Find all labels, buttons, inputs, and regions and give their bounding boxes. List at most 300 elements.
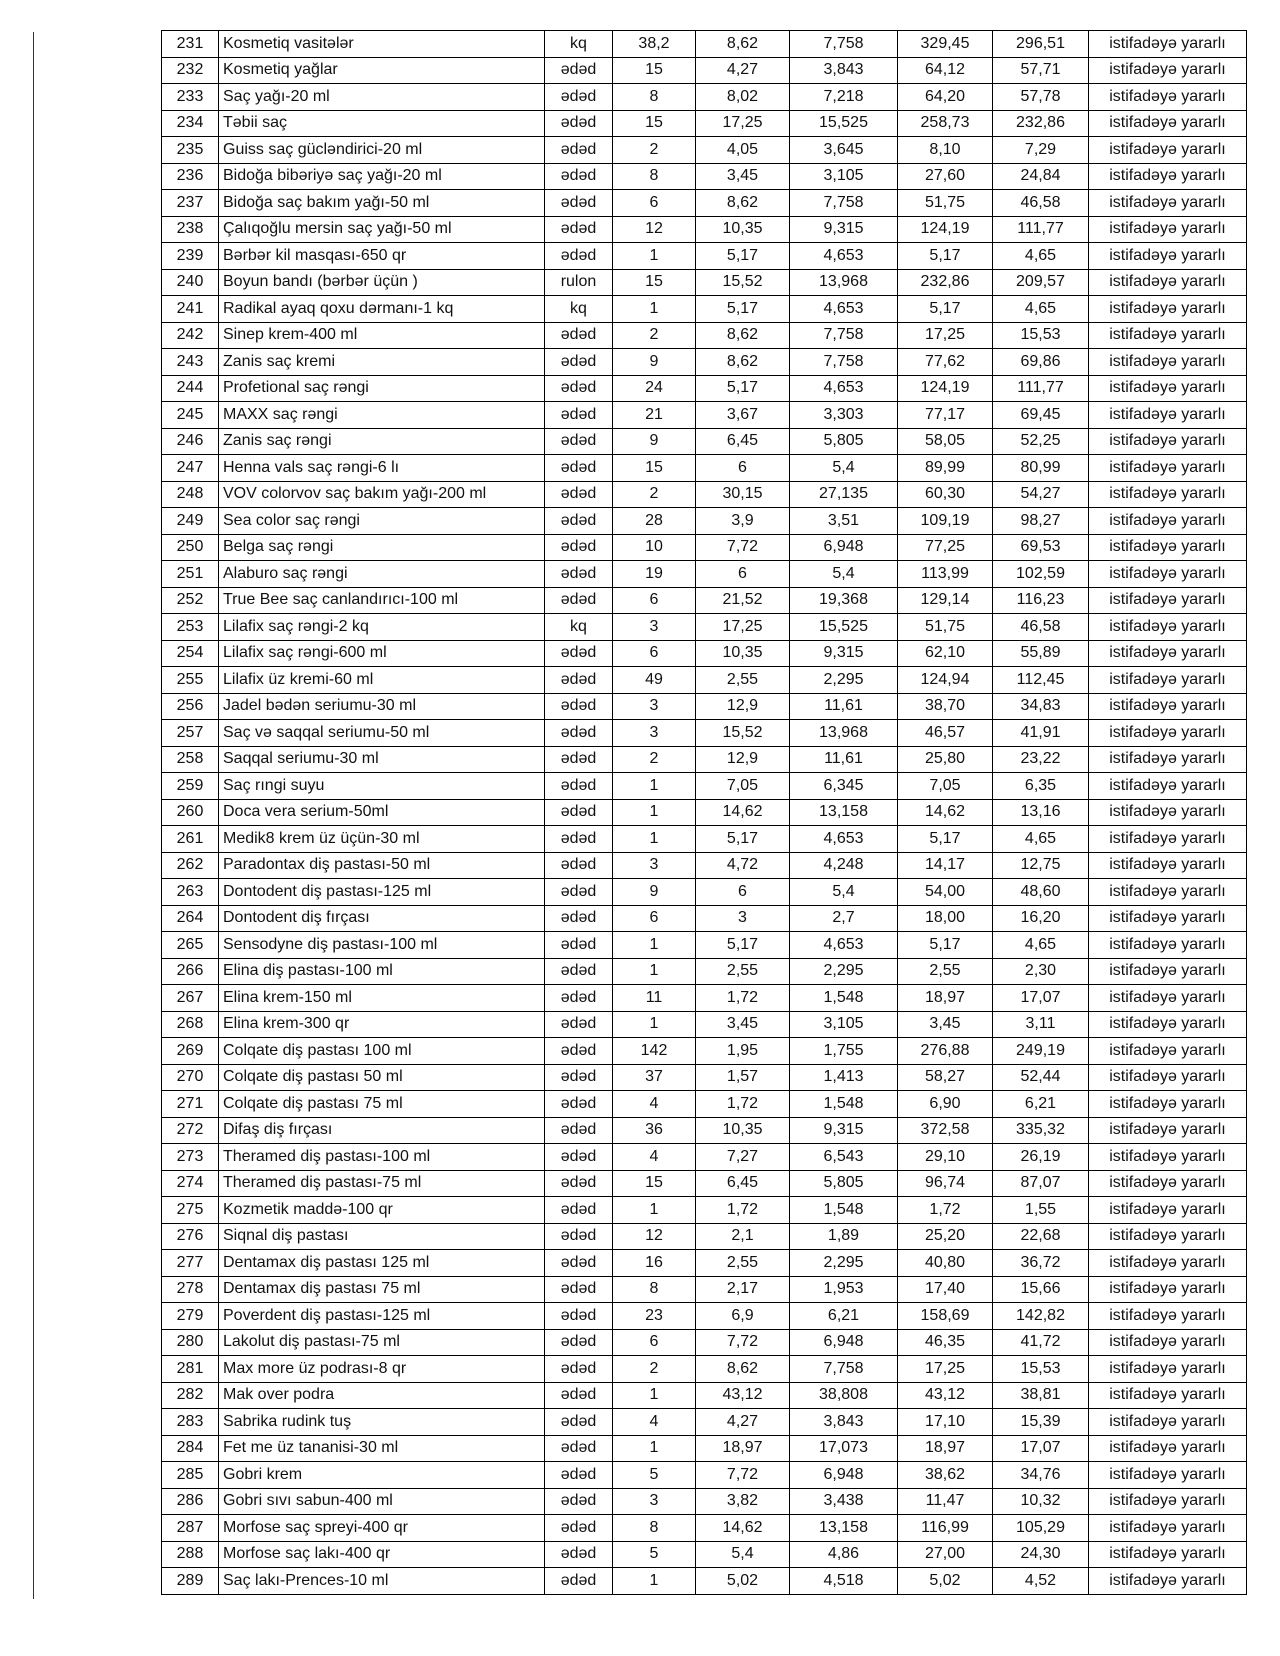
status-cell: istifadəyə yararlı: [1089, 826, 1247, 853]
row-number-cell: 260: [162, 799, 219, 826]
quantity-cell: 1: [613, 826, 696, 853]
row-number-cell: 269: [162, 1038, 219, 1065]
quantity-cell: 15: [613, 1170, 696, 1197]
amount-cell: 43,12: [898, 1382, 993, 1409]
quantity-cell: 6: [613, 905, 696, 932]
amount-cell: 38,62: [898, 1462, 993, 1489]
item-name-cell: Poverdent diş pastası-125 ml: [219, 1303, 545, 1330]
unit-cell: ədəd: [545, 216, 613, 243]
amount-adjusted-cell: 1,55: [993, 1197, 1089, 1224]
unit-price-cell: 1,57: [696, 1064, 790, 1091]
quantity-cell: 15: [613, 110, 696, 137]
table-row: [162, 773, 1247, 800]
status-cell: istifadəyə yararlı: [1089, 905, 1247, 932]
row-number-cell: 235: [162, 137, 219, 164]
quantity-cell: 5: [613, 1462, 696, 1489]
row-number-cell: 245: [162, 402, 219, 429]
table-row: [162, 1488, 1247, 1515]
row-number-cell: 250: [162, 534, 219, 561]
amount-cell: 329,45: [898, 31, 993, 58]
unit-price-cell: 3,45: [696, 1011, 790, 1038]
unit-cell: ədəd: [545, 428, 613, 455]
amount-cell: 18,97: [898, 1435, 993, 1462]
amount-cell: 25,20: [898, 1223, 993, 1250]
table-row: [162, 1435, 1247, 1462]
quantity-cell: 24: [613, 375, 696, 402]
unit-price-cell: 8,62: [696, 190, 790, 217]
table-row: [162, 958, 1247, 985]
unit-price-cell: 8,62: [696, 1356, 790, 1383]
row-number-cell: 257: [162, 720, 219, 747]
quantity-cell: 12: [613, 216, 696, 243]
status-cell: istifadəyə yararlı: [1089, 455, 1247, 482]
table-row: [162, 31, 1247, 58]
row-number-cell: 240: [162, 269, 219, 296]
amount-cell: 17,40: [898, 1276, 993, 1303]
item-name-cell: Colqate diş pastası 100 ml: [219, 1038, 545, 1065]
row-number-cell: 283: [162, 1409, 219, 1436]
status-cell: istifadəyə yararlı: [1089, 1038, 1247, 1065]
row-number-cell: 236: [162, 163, 219, 190]
table-row: [162, 1038, 1247, 1065]
row-number-cell: 286: [162, 1488, 219, 1515]
quantity-cell: 15: [613, 455, 696, 482]
unit-cell: ədəd: [545, 879, 613, 906]
status-cell: istifadəyə yararlı: [1089, 640, 1247, 667]
amount-cell: 27,60: [898, 163, 993, 190]
amount-adjusted-cell: 38,81: [993, 1382, 1089, 1409]
table-row: [162, 84, 1247, 111]
unit-price-cell: 7,72: [696, 534, 790, 561]
status-cell: istifadəyə yararlı: [1089, 1303, 1247, 1330]
item-name-cell: Dentamax diş pastası 125 ml: [219, 1250, 545, 1277]
amount-adjusted-cell: 4,65: [993, 932, 1089, 959]
row-number-cell: 264: [162, 905, 219, 932]
item-name-cell: Lakolut diş pastası-75 ml: [219, 1329, 545, 1356]
item-name-cell: Gobri krem: [219, 1462, 545, 1489]
unit-price-cell: 12,9: [696, 693, 790, 720]
table-row: [162, 852, 1247, 879]
status-cell: istifadəyə yararlı: [1089, 190, 1247, 217]
unit-price-adjusted-cell: 7,758: [790, 31, 898, 58]
unit-cell: ədəd: [545, 773, 613, 800]
amount-adjusted-cell: 80,99: [993, 455, 1089, 482]
amount-adjusted-cell: 55,89: [993, 640, 1089, 667]
unit-cell: ədəd: [545, 402, 613, 429]
amount-cell: 27,00: [898, 1541, 993, 1568]
amount-cell: 7,05: [898, 773, 993, 800]
amount-cell: 124,19: [898, 375, 993, 402]
row-number-cell: 255: [162, 667, 219, 694]
unit-price-adjusted-cell: 3,645: [790, 137, 898, 164]
amount-cell: 129,14: [898, 587, 993, 614]
unit-price-adjusted-cell: 3,843: [790, 1409, 898, 1436]
quantity-cell: 1: [613, 1568, 696, 1595]
amount-cell: 232,86: [898, 269, 993, 296]
table-row: [162, 1064, 1247, 1091]
unit-price-cell: 6: [696, 455, 790, 482]
unit-price-adjusted-cell: 4,653: [790, 243, 898, 270]
unit-price-cell: 1,72: [696, 985, 790, 1012]
item-name-cell: Dontodent diş pastası-125 ml: [219, 879, 545, 906]
item-name-cell: Kozmetik maddə-100 qr: [219, 1197, 545, 1224]
amount-cell: 25,80: [898, 746, 993, 773]
table-row: [162, 190, 1247, 217]
unit-price-cell: 10,35: [696, 1117, 790, 1144]
row-number-cell: 241: [162, 296, 219, 323]
table-row: [162, 799, 1247, 826]
unit-cell: kq: [545, 296, 613, 323]
quantity-cell: 49: [613, 667, 696, 694]
row-number-cell: 272: [162, 1117, 219, 1144]
amount-cell: 38,70: [898, 693, 993, 720]
amount-cell: 18,00: [898, 905, 993, 932]
quantity-cell: 10: [613, 534, 696, 561]
item-name-cell: Kosmetiq yağlar: [219, 57, 545, 84]
unit-price-adjusted-cell: 4,248: [790, 852, 898, 879]
item-name-cell: Profetional saç rəngi: [219, 375, 545, 402]
unit-price-cell: 5,17: [696, 932, 790, 959]
table-row: [162, 216, 1247, 243]
status-cell: istifadəyə yararlı: [1089, 1064, 1247, 1091]
unit-price-cell: 7,05: [696, 773, 790, 800]
row-number-cell: 238: [162, 216, 219, 243]
status-cell: istifadəyə yararlı: [1089, 614, 1247, 641]
row-number-cell: 237: [162, 190, 219, 217]
row-number-cell: 239: [162, 243, 219, 270]
unit-price-adjusted-cell: 7,758: [790, 1356, 898, 1383]
unit-price-cell: 5,4: [696, 1541, 790, 1568]
amount-cell: 5,17: [898, 296, 993, 323]
table-row: [162, 110, 1247, 137]
unit-cell: ədəd: [545, 826, 613, 853]
unit-cell: ədəd: [545, 1276, 613, 1303]
row-number-cell: 285: [162, 1462, 219, 1489]
amount-adjusted-cell: 69,45: [993, 402, 1089, 429]
status-cell: istifadəyə yararlı: [1089, 402, 1247, 429]
unit-price-adjusted-cell: 2,7: [790, 905, 898, 932]
status-cell: istifadəyə yararlı: [1089, 1488, 1247, 1515]
quantity-cell: 8: [613, 1515, 696, 1542]
amount-adjusted-cell: 105,29: [993, 1515, 1089, 1542]
unit-price-cell: 5,17: [696, 296, 790, 323]
unit-price-cell: 5,17: [696, 375, 790, 402]
unit-cell: kq: [545, 31, 613, 58]
item-name-cell: Dentamax diş pastası 75 ml: [219, 1276, 545, 1303]
table-row: [162, 481, 1247, 508]
status-cell: istifadəyə yararlı: [1089, 1276, 1247, 1303]
quantity-cell: 9: [613, 428, 696, 455]
quantity-cell: 4: [613, 1144, 696, 1171]
unit-price-cell: 14,62: [696, 799, 790, 826]
table-row: [162, 693, 1247, 720]
unit-cell: ədəd: [545, 190, 613, 217]
amount-cell: 40,80: [898, 1250, 993, 1277]
table-row: [162, 1409, 1247, 1436]
table-row: [162, 269, 1247, 296]
unit-cell: ədəd: [545, 667, 613, 694]
amount-adjusted-cell: 22,68: [993, 1223, 1089, 1250]
unit-cell: ədəd: [545, 1303, 613, 1330]
quantity-cell: 3: [613, 1488, 696, 1515]
table-row: [162, 720, 1247, 747]
status-cell: istifadəyə yararlı: [1089, 1541, 1247, 1568]
amount-cell: 64,20: [898, 84, 993, 111]
status-cell: istifadəyə yararlı: [1089, 879, 1247, 906]
item-name-cell: Çalıqoğlu mersin saç yağı-50 ml: [219, 216, 545, 243]
item-name-cell: Siqnal diş pastası: [219, 1223, 545, 1250]
quantity-cell: 37: [613, 1064, 696, 1091]
unit-price-adjusted-cell: 7,758: [790, 349, 898, 376]
unit-price-cell: 8,62: [696, 322, 790, 349]
row-number-cell: 248: [162, 481, 219, 508]
status-cell: istifadəyə yararlı: [1089, 773, 1247, 800]
unit-price-adjusted-cell: 38,808: [790, 1382, 898, 1409]
row-number-cell: 258: [162, 746, 219, 773]
amount-adjusted-cell: 3,11: [993, 1011, 1089, 1038]
quantity-cell: 6: [613, 587, 696, 614]
unit-price-adjusted-cell: 6,948: [790, 534, 898, 561]
amount-adjusted-cell: 24,84: [993, 163, 1089, 190]
status-cell: istifadəyə yararlı: [1089, 958, 1247, 985]
status-cell: istifadəyə yararlı: [1089, 481, 1247, 508]
unit-price-cell: 14,62: [696, 1515, 790, 1542]
unit-price-adjusted-cell: 6,543: [790, 1144, 898, 1171]
unit-price-cell: 2,55: [696, 958, 790, 985]
status-cell: istifadəyə yararlı: [1089, 137, 1247, 164]
row-number-cell: 276: [162, 1223, 219, 1250]
table-row: [162, 1356, 1247, 1383]
item-name-cell: Belga saç rəngi: [219, 534, 545, 561]
table-row: [162, 455, 1247, 482]
unit-cell: ədəd: [545, 799, 613, 826]
unit-price-adjusted-cell: 11,61: [790, 693, 898, 720]
table-row: [162, 746, 1247, 773]
item-name-cell: Jadel bədən seriumu-30 ml: [219, 693, 545, 720]
quantity-cell: 9: [613, 349, 696, 376]
unit-price-adjusted-cell: 13,158: [790, 1515, 898, 1542]
amount-adjusted-cell: 52,25: [993, 428, 1089, 455]
unit-price-cell: 17,25: [696, 614, 790, 641]
amount-adjusted-cell: 2,30: [993, 958, 1089, 985]
unit-price-cell: 15,52: [696, 269, 790, 296]
unit-price-cell: 1,72: [696, 1091, 790, 1118]
unit-price-adjusted-cell: 3,51: [790, 508, 898, 535]
unit-price-adjusted-cell: 3,303: [790, 402, 898, 429]
unit-price-adjusted-cell: 9,315: [790, 1117, 898, 1144]
unit-price-cell: 10,35: [696, 216, 790, 243]
unit-price-adjusted-cell: 19,368: [790, 587, 898, 614]
amount-adjusted-cell: 17,07: [993, 1435, 1089, 1462]
inventory-table-body: [162, 31, 1247, 1595]
table-row: [162, 137, 1247, 164]
item-name-cell: Fet me üz tananisi-30 ml: [219, 1435, 545, 1462]
table-row: [162, 534, 1247, 561]
item-name-cell: Zanis saç rəngi: [219, 428, 545, 455]
row-number-cell: 263: [162, 879, 219, 906]
row-number-cell: 268: [162, 1011, 219, 1038]
unit-price-adjusted-cell: 2,295: [790, 958, 898, 985]
amount-adjusted-cell: 13,16: [993, 799, 1089, 826]
amount-cell: 89,99: [898, 455, 993, 482]
unit-price-adjusted-cell: 7,758: [790, 190, 898, 217]
amount-cell: 60,30: [898, 481, 993, 508]
item-name-cell: Radikal ayaq qoxu dərmanı-1 kq: [219, 296, 545, 323]
amount-cell: 62,10: [898, 640, 993, 667]
status-cell: istifadəyə yararlı: [1089, 1356, 1247, 1383]
status-cell: istifadəyə yararlı: [1089, 985, 1247, 1012]
amount-adjusted-cell: 15,53: [993, 1356, 1089, 1383]
amount-cell: 77,17: [898, 402, 993, 429]
row-number-cell: 234: [162, 110, 219, 137]
row-number-cell: 287: [162, 1515, 219, 1542]
quantity-cell: 1: [613, 773, 696, 800]
unit-cell: ədəd: [545, 508, 613, 535]
item-name-cell: Sabrika rudink tuş: [219, 1409, 545, 1436]
unit-price-adjusted-cell: 4,653: [790, 932, 898, 959]
quantity-cell: 2: [613, 746, 696, 773]
unit-price-adjusted-cell: 1,755: [790, 1038, 898, 1065]
quantity-cell: 2: [613, 1356, 696, 1383]
quantity-cell: 11: [613, 985, 696, 1012]
unit-price-cell: 1,95: [696, 1038, 790, 1065]
unit-price-cell: 2,55: [696, 1250, 790, 1277]
unit-price-cell: 5,02: [696, 1568, 790, 1595]
item-name-cell: Gobri sıvı sabun-400 ml: [219, 1488, 545, 1515]
status-cell: istifadəyə yararlı: [1089, 110, 1247, 137]
amount-cell: 46,35: [898, 1329, 993, 1356]
unit-price-cell: 12,9: [696, 746, 790, 773]
row-number-cell: 256: [162, 693, 219, 720]
table-row: [162, 1276, 1247, 1303]
table-row: [162, 57, 1247, 84]
unit-price-adjusted-cell: 11,61: [790, 746, 898, 773]
unit-price-cell: 15,52: [696, 720, 790, 747]
unit-price-adjusted-cell: 3,438: [790, 1488, 898, 1515]
unit-price-adjusted-cell: 3,105: [790, 1011, 898, 1038]
amount-cell: 64,12: [898, 57, 993, 84]
amount-adjusted-cell: 111,77: [993, 375, 1089, 402]
item-name-cell: Medik8 krem üz üçün-30 ml: [219, 826, 545, 853]
amount-adjusted-cell: 98,27: [993, 508, 1089, 535]
status-cell: istifadəyə yararlı: [1089, 720, 1247, 747]
item-name-cell: Lilafix saç rəngi-600 ml: [219, 640, 545, 667]
amount-adjusted-cell: 4,52: [993, 1568, 1089, 1595]
item-name-cell: Theramed diş pastası-75 ml: [219, 1170, 545, 1197]
unit-price-cell: 10,35: [696, 640, 790, 667]
amount-cell: 18,97: [898, 985, 993, 1012]
table-row: [162, 1144, 1247, 1171]
row-number-cell: 288: [162, 1541, 219, 1568]
quantity-cell: 1: [613, 1435, 696, 1462]
unit-cell: ədəd: [545, 1435, 613, 1462]
amount-cell: 113,99: [898, 561, 993, 588]
table-row: [162, 614, 1247, 641]
table-row: [162, 296, 1247, 323]
unit-cell: ədəd: [545, 322, 613, 349]
unit-cell: ədəd: [545, 720, 613, 747]
table-row: [162, 1382, 1247, 1409]
amount-adjusted-cell: 232,86: [993, 110, 1089, 137]
item-name-cell: True Bee saç canlandırıcı-100 ml: [219, 587, 545, 614]
unit-cell: ədəd: [545, 1356, 613, 1383]
status-cell: istifadəyə yararlı: [1089, 852, 1247, 879]
quantity-cell: 6: [613, 640, 696, 667]
status-cell: istifadəyə yararlı: [1089, 799, 1247, 826]
unit-price-cell: 2,1: [696, 1223, 790, 1250]
item-name-cell: Elina diş pastası-100 ml: [219, 958, 545, 985]
unit-price-adjusted-cell: 1,548: [790, 1197, 898, 1224]
status-cell: istifadəyə yararlı: [1089, 322, 1247, 349]
item-name-cell: Henna vals saç rəngi-6 lı: [219, 455, 545, 482]
table-row: [162, 1568, 1247, 1595]
amount-adjusted-cell: 4,65: [993, 243, 1089, 270]
unit-cell: ədəd: [545, 1064, 613, 1091]
item-name-cell: Saç yağı-20 ml: [219, 84, 545, 111]
amount-adjusted-cell: 4,65: [993, 826, 1089, 853]
amount-cell: 5,17: [898, 932, 993, 959]
unit-price-cell: 5,17: [696, 826, 790, 853]
unit-price-adjusted-cell: 9,315: [790, 216, 898, 243]
quantity-cell: 3: [613, 693, 696, 720]
unit-cell: ədəd: [545, 1409, 613, 1436]
amount-cell: 46,57: [898, 720, 993, 747]
unit-price-cell: 3,45: [696, 163, 790, 190]
amount-cell: 77,25: [898, 534, 993, 561]
row-number-cell: 247: [162, 455, 219, 482]
unit-price-adjusted-cell: 5,805: [790, 428, 898, 455]
quantity-cell: 21: [613, 402, 696, 429]
table-row: [162, 375, 1247, 402]
row-number-cell: 270: [162, 1064, 219, 1091]
unit-price-cell: 30,15: [696, 481, 790, 508]
amount-cell: 58,05: [898, 428, 993, 455]
unit-price-adjusted-cell: 15,525: [790, 110, 898, 137]
unit-price-cell: 4,27: [696, 1409, 790, 1436]
unit-cell: ədəd: [545, 137, 613, 164]
item-name-cell: Təbii saç: [219, 110, 545, 137]
status-cell: istifadəyə yararlı: [1089, 1223, 1247, 1250]
table-row: [162, 932, 1247, 959]
amount-adjusted-cell: 23,22: [993, 746, 1089, 773]
page-margin-line: [33, 32, 34, 1599]
status-cell: istifadəyə yararlı: [1089, 1409, 1247, 1436]
quantity-cell: 1: [613, 1382, 696, 1409]
status-cell: istifadəyə yararlı: [1089, 667, 1247, 694]
item-name-cell: Zanis saç kremi: [219, 349, 545, 376]
status-cell: istifadəyə yararlı: [1089, 57, 1247, 84]
table-row: [162, 1515, 1247, 1542]
unit-price-adjusted-cell: 17,073: [790, 1435, 898, 1462]
table-row: [162, 1091, 1247, 1118]
item-name-cell: VOV colorvov saç bakım yağı-200 ml: [219, 481, 545, 508]
unit-price-adjusted-cell: 6,948: [790, 1462, 898, 1489]
unit-price-cell: 8,62: [696, 349, 790, 376]
unit-price-adjusted-cell: 3,105: [790, 163, 898, 190]
unit-cell: ədəd: [545, 1382, 613, 1409]
unit-price-adjusted-cell: 4,86: [790, 1541, 898, 1568]
unit-price-cell: 8,62: [696, 31, 790, 58]
amount-cell: 51,75: [898, 190, 993, 217]
quantity-cell: 15: [613, 269, 696, 296]
unit-price-cell: 6,45: [696, 428, 790, 455]
unit-price-cell: 6,9: [696, 1303, 790, 1330]
unit-cell: ədəd: [545, 561, 613, 588]
row-number-cell: 277: [162, 1250, 219, 1277]
table-row: [162, 1011, 1247, 1038]
quantity-cell: 1: [613, 1011, 696, 1038]
unit-price-cell: 3,9: [696, 508, 790, 535]
